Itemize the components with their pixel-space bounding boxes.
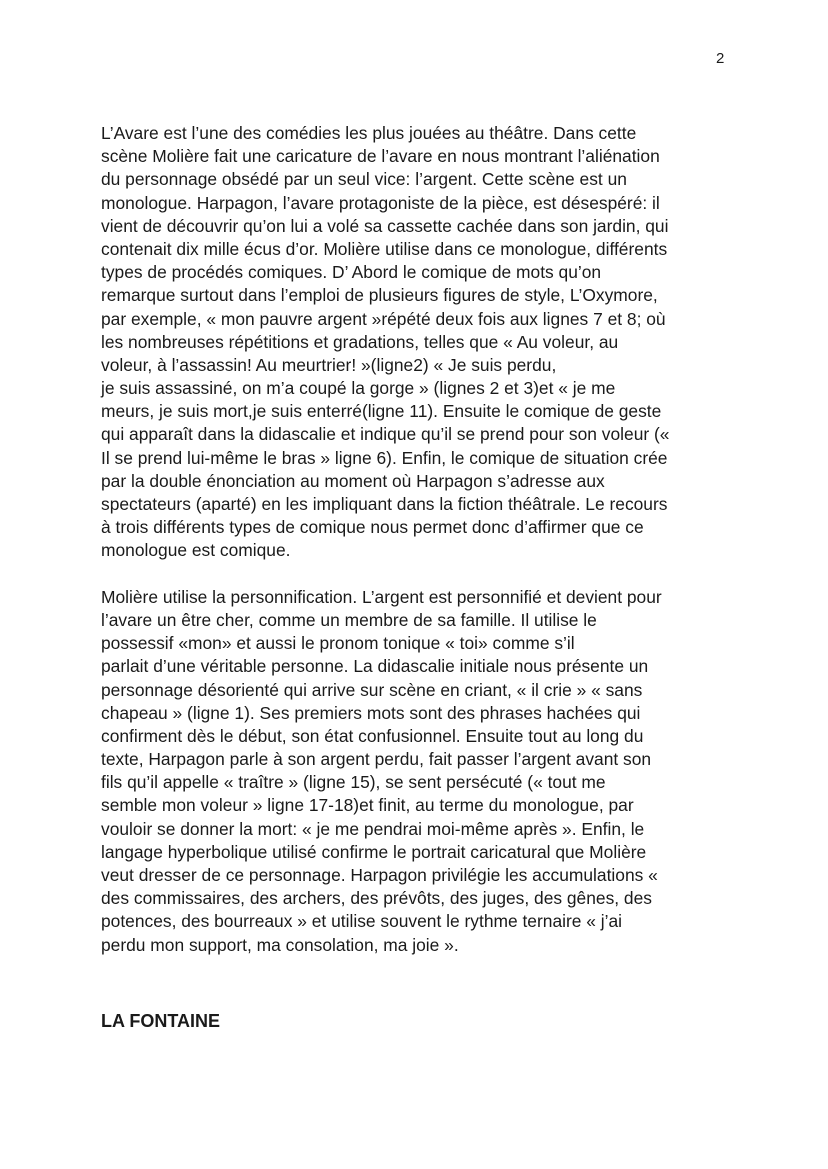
text-line: vouloir se donner la mort: « je me pendrai moi-même après ». Enfin, le <box>101 818 645 839</box>
text-line: spectateurs (aparté) en les impliquant dans la fiction théâtrale. Le recours <box>101 494 668 514</box>
text-line: du personnage obsédé par un seul vice: l’argent. Cette scène est un <box>101 169 627 190</box>
text-line: Molière utilise la personnification. L’argent est personnifié et devient pour <box>101 586 662 607</box>
text-line: confirment dès le début, son état confusionnel. Ensuite tout au long du <box>101 725 644 746</box>
text-line: semble mon voleur » ligne 17-18)et finit, au terme du monologue, par <box>101 795 634 816</box>
text-line: les nombreuses répétitions et gradations, telles que « Au voleur, au <box>101 331 619 352</box>
text-line: personnage désorienté qui arrive sur scène en criant, « il crie » « sans <box>101 679 643 700</box>
text-line: veut dresser de ce personnage. Harpagon privilégie les accumulations « <box>101 865 658 885</box>
text-line: remarque surtout dans l’emploi de plusieurs figures de style, L’Oxymore, <box>101 285 658 306</box>
text-line: voleur, à l’assassin! Au meurtrier! »(ligne2) « Je suis perdu, <box>101 354 557 375</box>
text-line: L’Avare est l’une des comédies les plus jouées au théâtre. Dans cette <box>101 123 637 143</box>
paragraph-spacer <box>101 563 741 586</box>
text-line: Il se prend lui-même le bras » ligne 6). Enfin, le comique de situation crée <box>101 447 668 468</box>
text-line: à trois différents types de comique nous permet donc d’affirmer que ce <box>101 517 644 538</box>
text-line: langage hyperbolique utilisé confirme le portrait caricatural que Molière <box>101 841 647 862</box>
section-heading: LA FONTAINE <box>101 1011 220 1031</box>
text-line: perdu mon support, ma consolation, ma joie ». <box>101 934 459 955</box>
document-body <box>101 122 741 957</box>
text-line: types de procédés comiques. D’ Abord le comique de mots qu’on <box>101 262 602 283</box>
text-line: parlait d’une véritable personne. La didascalie initiale nous présente un <box>101 656 649 677</box>
text-line: vient de découvrir qu’on lui a volé sa cassette cachée dans son jardin, qui <box>101 215 669 236</box>
text-line: des commissaires, des archers, des prévôts, des juges, des gênes, des <box>101 888 652 909</box>
text-line: texte, Harpagon parle à son argent perdu, fait passer l’argent avant son <box>101 749 652 770</box>
text-line: je suis assassiné, on m’a coupé la gorge » (lignes 2 et 3)et « je me <box>101 378 616 399</box>
paragraph-personnification <box>101 586 741 957</box>
text-line: possessif «mon» et aussi le pronom tonique « toi» comme s’il <box>101 633 575 654</box>
text-line: meurs, je suis mort,je suis enterré(ligne 11). Ensuite le comique de geste <box>101 401 662 422</box>
text-line: l’avare un être cher, comme un membre de sa famille. Il utilise le <box>101 609 597 630</box>
text-line: contenait dix mille écus d’or. Molière utilise dans ce monologue, différents <box>101 238 668 259</box>
text-line: par exemple, « mon pauvre argent »répété deux fois aux lignes 7 et 8; où <box>101 308 666 329</box>
text-line: monologue. Harpagon, l’avare protagoniste de la pièce, est désespéré: il <box>101 192 660 213</box>
text-line: monologue est comique. <box>101 540 291 561</box>
text-line: fils qu’il appelle « traître » (ligne 15), se sent persécuté (« tout me <box>101 772 606 793</box>
text-line: scène Molière fait une caricature de l’avare en nous montrant l’aliénation <box>101 146 660 167</box>
text-line: potences, des bourreaux » et utilise souvent le rythme ternaire « j’ai <box>101 911 623 932</box>
text-line: par la double énonciation au moment où Harpagon s’adresse aux <box>101 470 605 491</box>
paragraph-avare-comique <box>101 122 741 563</box>
page-number: 2 <box>716 50 725 67</box>
text-line: qui apparaît dans la didascalie et indique qu’il se prend pour son voleur (« <box>101 424 670 445</box>
text-line: chapeau » (ligne 1). Ses premiers mots sont des phrases hachées qui <box>101 702 641 723</box>
